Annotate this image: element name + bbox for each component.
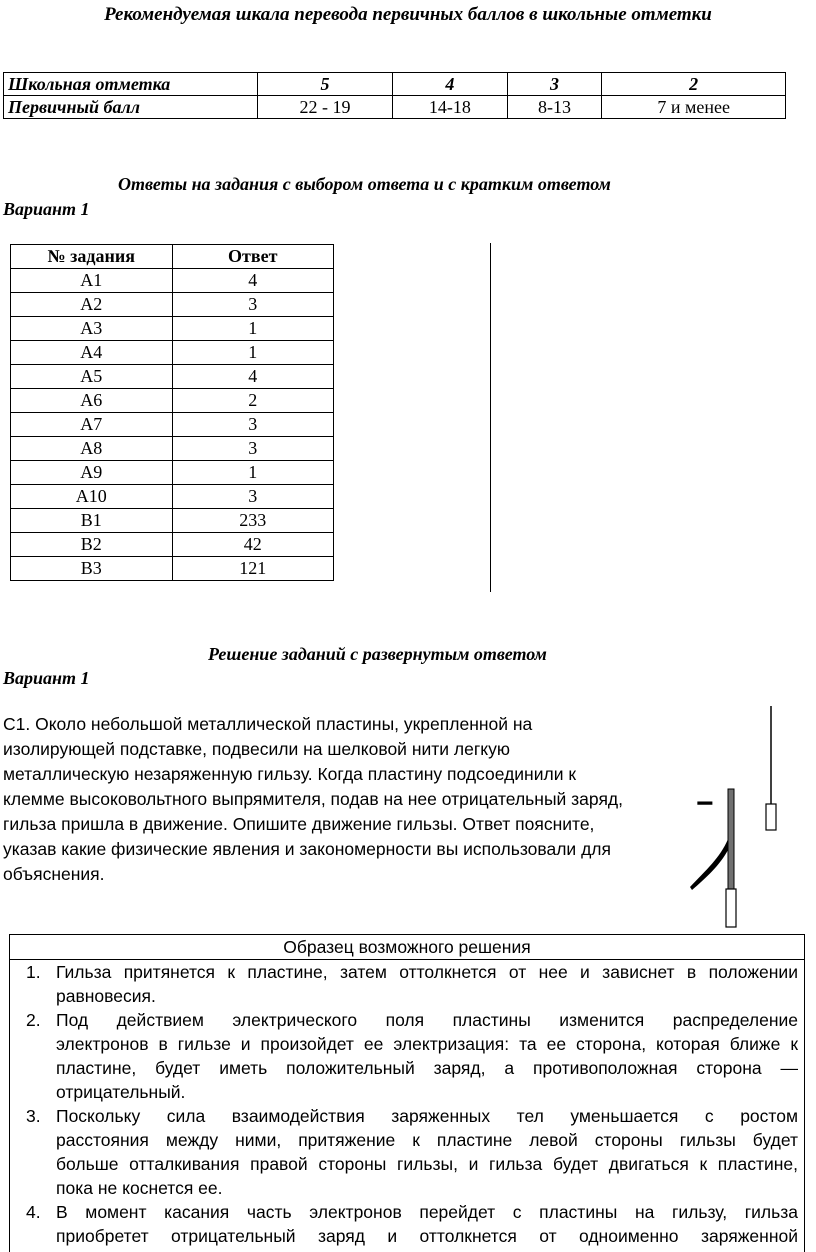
answer-column-header: Ответ xyxy=(172,245,334,269)
task-number-cell: А9 xyxy=(11,461,173,485)
grade-scale-table xyxy=(3,72,786,119)
task-number-cell: А7 xyxy=(11,413,173,437)
answer-cell: 4 xyxy=(172,365,334,389)
metal-plate xyxy=(728,789,734,889)
task-number-cell: А8 xyxy=(11,437,173,461)
negative-sign: − xyxy=(696,787,714,820)
solution-item-line: Под действием электрического поля пластины изменится распределение xyxy=(56,1010,798,1030)
task-c1-line: металлическую незаряженную гильзу. Когда пластину подсоединили к xyxy=(3,764,577,784)
table-row xyxy=(11,341,334,365)
task-c1-line: изолирующей подставке, подвесили на шелковой нити легкую xyxy=(3,739,510,759)
table-row xyxy=(11,557,334,581)
task-number-cell: В3 xyxy=(11,557,173,581)
solution-item-line: электронов в гильзе и произойдет ее электризация: та ее сторона, которая ближе к xyxy=(56,1034,798,1054)
column-divider xyxy=(490,243,491,592)
answer-cell: 4 xyxy=(172,269,334,293)
solution-item-line: расстояния между ними, притяжение к пластине левой стороны гильзы будет xyxy=(56,1130,798,1150)
insulating-stand xyxy=(726,889,736,927)
score-cell: 22 - 19 xyxy=(258,96,393,119)
task-number-cell: А6 xyxy=(11,389,173,413)
score-cell: 14-18 xyxy=(393,96,508,119)
table-row xyxy=(11,293,334,317)
solution-item xyxy=(10,960,804,1008)
task-number-cell: А1 xyxy=(11,269,173,293)
score-row-label: Первичный балл xyxy=(4,96,258,119)
answer-cell: 121 xyxy=(172,557,334,581)
table-row xyxy=(4,96,786,119)
solution-item-number: 3. xyxy=(26,1106,41,1126)
solution-item-number: 2. xyxy=(26,1010,41,1030)
extended-answers-title: Решение заданий с развернутым ответом xyxy=(208,644,547,664)
task-number-cell: В1 xyxy=(11,509,173,533)
electroscope-figure xyxy=(680,700,800,930)
task-c1-line: объяснения. xyxy=(3,864,105,884)
solution-item-line: Гильза притянется к пластине, затем оттолкнется от нее и зависнет в положении xyxy=(56,962,798,982)
grade-cell: 2 xyxy=(602,73,786,96)
table-row xyxy=(4,73,786,96)
table-row xyxy=(11,389,334,413)
score-cell: 7 и менее xyxy=(602,96,786,119)
task-number-cell: В2 xyxy=(11,533,173,557)
grade-cell: 4 xyxy=(393,73,508,96)
table-row xyxy=(11,461,334,485)
solution-item-text xyxy=(56,1104,798,1200)
short-answers-title: Ответы на задания с выбором ответа и с кратким ответом xyxy=(118,174,611,194)
task-number-cell: А10 xyxy=(11,485,173,509)
solution-item-line: пластине, будет иметь положительный заряд, а противоположная сторона — xyxy=(56,1058,798,1078)
task-c1-line: клемме высоковольтного выпрямителя, подав на нее отрицательный заряд, xyxy=(3,789,624,809)
task-number-cell: А4 xyxy=(11,341,173,365)
task-c1-line: С1. Около небольшой металлической пластины, укрепленной на xyxy=(3,714,533,734)
solution-item xyxy=(10,1104,804,1200)
table-row xyxy=(11,533,334,557)
table-row xyxy=(11,269,334,293)
solution-item-line: отрицательный. xyxy=(56,1082,186,1102)
page-title: Рекомендуемая шкала перевода первичных баллов в школьные отметки xyxy=(104,4,712,25)
table-row xyxy=(11,365,334,389)
answer-cell: 1 xyxy=(172,341,334,365)
wire-shape xyxy=(690,839,728,890)
solution-item-line: равновесия. xyxy=(56,986,156,1006)
task-c1-text xyxy=(3,712,703,887)
answers-table xyxy=(10,244,334,581)
solution-item-number: 4. xyxy=(26,1202,41,1222)
solution-item-line: пока не коснется ее. xyxy=(56,1178,223,1198)
solution-header: Образец возможного решения xyxy=(10,935,804,960)
task-c1-line: гильза пришла в движение. Опишите движение гильзы. Ответ поясните, xyxy=(3,814,595,834)
task-number-cell: А5 xyxy=(11,365,173,389)
answer-cell: 2 xyxy=(172,389,334,413)
solution-item-line: приобретет отрицательный заряд и оттолкнется от одноименно заряженной xyxy=(56,1226,798,1246)
answer-cell: 42 xyxy=(172,533,334,557)
solution-item-text xyxy=(56,1008,798,1104)
solution-box xyxy=(9,934,805,1252)
solution-item-line: больше отталкивания правой стороны гильзы, и гильза будет двигаться к пластине, xyxy=(56,1154,798,1174)
solution-item xyxy=(10,1008,804,1104)
solution-item-line: В момент касания часть электронов перейдет с пластины на гильзу, гильза xyxy=(56,1202,798,1222)
answer-cell: 3 xyxy=(172,485,334,509)
table-row xyxy=(11,413,334,437)
table-row xyxy=(11,509,334,533)
solution-item-text xyxy=(56,1200,798,1248)
solution-item-number: 1. xyxy=(26,962,41,982)
table-row xyxy=(11,245,334,269)
task-column-header: № задания xyxy=(11,245,173,269)
answer-cell: 1 xyxy=(172,317,334,341)
table-row xyxy=(11,317,334,341)
answer-cell: 3 xyxy=(172,293,334,317)
task-number-cell: А3 xyxy=(11,317,173,341)
variant-label: Вариант 1 xyxy=(3,199,90,219)
solution-item-text xyxy=(56,960,798,1008)
sleeve-shape xyxy=(766,804,776,830)
grade-cell: 3 xyxy=(507,73,602,96)
answer-cell: 233 xyxy=(172,509,334,533)
solution-item xyxy=(10,1200,804,1248)
answer-cell: 3 xyxy=(172,437,334,461)
task-number-cell: А2 xyxy=(11,293,173,317)
solution-item-line: Поскольку сила взаимодействия заряженных тел уменьшается с ростом xyxy=(56,1106,798,1126)
grade-cell: 5 xyxy=(258,73,393,96)
table-row xyxy=(11,437,334,461)
table-row xyxy=(11,485,334,509)
score-cell: 8-13 xyxy=(507,96,602,119)
answer-cell: 3 xyxy=(172,413,334,437)
task-c1-line: указав какие физические явления и закономерности вы использовали для xyxy=(3,839,611,859)
variant-label-2: Вариант 1 xyxy=(3,668,90,688)
grade-row-label: Школьная отметка xyxy=(4,73,258,96)
answer-cell: 1 xyxy=(172,461,334,485)
